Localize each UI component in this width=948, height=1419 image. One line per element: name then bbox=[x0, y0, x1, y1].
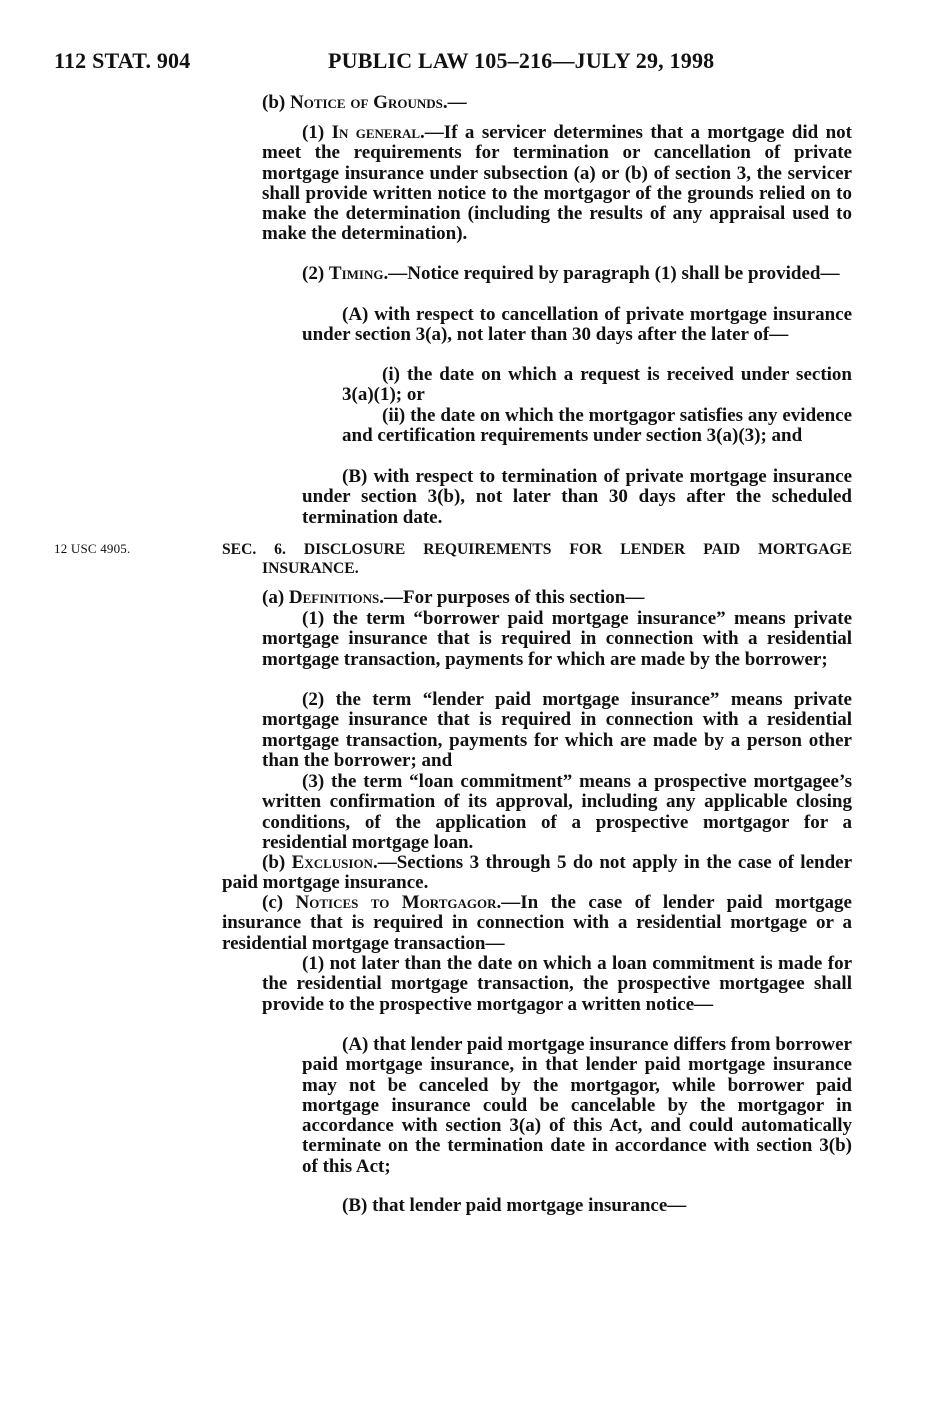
para-label: (2) bbox=[302, 689, 325, 710]
para-text: the date on which the mortgagor satisfies any evidence and certification requirements under section 3(a)(3); and bbox=[342, 405, 852, 447]
paragraph-b2Aii bbox=[342, 406, 852, 447]
para-label: (2) bbox=[302, 263, 325, 284]
para-label: (3) bbox=[302, 771, 325, 792]
paragraph-a3 bbox=[262, 772, 852, 853]
para-label: (B) bbox=[342, 466, 368, 487]
para-text: the term “borrower paid mortgage insurance” means private mortgage insurance that is required in connection with a residential mortgage transaction, payments for which are made by the borrower; bbox=[262, 608, 852, 670]
section-6-heading bbox=[222, 540, 852, 578]
para-text: that lender paid mortgage insurance differs from borrower paid mortgage insurance, in that lender paid mortgage insurance may not be canceled by the mortgagor, while borrower paid mortgage insurance could be cancelable by the mortgagor in accordance with section 3(a) of this Act, and could automatically terminate on the termination date in accordance with section 3(b) of this Act; bbox=[302, 1034, 852, 1177]
para-text: Notice required by paragraph (1) shall be provided— bbox=[407, 263, 840, 284]
para-text: If a servicer determines that a mortgage did not meet the requirements for termination or cancellation of private mortgage insurance under subsection (a) or (b) of section 3, the servicer shall provide written notice to the mortgagor of the grounds relied on to make the determination (including the results of any appraisal used to make the determination). bbox=[262, 122, 852, 245]
paragraph-c1B bbox=[302, 1196, 852, 1216]
paragraph-c1A bbox=[302, 1035, 852, 1177]
paragraph-b1-in-general bbox=[262, 123, 852, 245]
para-label: (B) bbox=[342, 1195, 368, 1216]
paragraph-a2 bbox=[262, 690, 852, 771]
paragraph-a-definitions bbox=[222, 588, 852, 608]
para-caption: Timing.— bbox=[328, 263, 408, 284]
para-text: For purposes of this section— bbox=[402, 587, 645, 608]
para-text: In the case of lender paid mortgage insurance that is required in connection with a residential mortgage or a residential mortgage transaction— bbox=[222, 892, 852, 954]
paragraph-b2B bbox=[302, 467, 852, 528]
margin-citation: 12 USC 4905. bbox=[54, 541, 131, 556]
para-label: (A) bbox=[342, 1034, 369, 1055]
para-text: not later than the date on which a loan commitment is made for the residential mortgage transaction, the prospective mortgagee shall provide to the prospective mortgagor a written notice— bbox=[262, 953, 853, 1015]
paragraph-a1 bbox=[262, 609, 852, 670]
paragraph-c1 bbox=[262, 954, 852, 1015]
para-caption: In general.— bbox=[331, 122, 444, 143]
paragraph-b-exclusion bbox=[222, 853, 852, 894]
para-label: (1) bbox=[302, 953, 325, 974]
para-label: (ii) bbox=[382, 405, 406, 426]
para-label: (b) bbox=[262, 92, 286, 113]
paragraph-b-notice-of-grounds bbox=[262, 93, 852, 113]
para-label: (a) bbox=[262, 587, 285, 608]
para-label: (i) bbox=[382, 364, 400, 385]
para-text: the term “loan commitment” means a prospective mortgagee’s written confirmation of its approval, including any applicable closing conditions, of the application of a prospective mortgagor for a residential mortgage loan. bbox=[262, 771, 852, 853]
para-caption: Definitions.— bbox=[288, 587, 403, 608]
para-label: (1) bbox=[302, 122, 325, 143]
para-text: that lender paid mortgage insurance— bbox=[372, 1195, 687, 1216]
paragraph-b2-timing bbox=[262, 264, 852, 284]
para-label: (b) bbox=[262, 852, 286, 873]
para-label: (A) bbox=[342, 304, 369, 325]
para-caption: Notices to Mortgagor.— bbox=[295, 892, 521, 913]
para-caption: Notice of Grounds.— bbox=[289, 92, 467, 113]
para-label: (1) bbox=[302, 608, 325, 629]
para-text: the date on which a request is received under section 3(a)(1); or bbox=[342, 364, 852, 406]
section-label: SEC. 6. bbox=[222, 541, 286, 558]
para-text: the term “lender paid mortgage insurance” means private mortgage insurance that is required in connection with a residential mortgage transaction, payments for which are made by a person other than the borrower; and bbox=[262, 689, 852, 771]
paragraph-b2Ai bbox=[342, 365, 852, 406]
para-text: with respect to termination of private mortgage insurance under section 3(b), not later than 30 days after the scheduled termination date. bbox=[302, 466, 853, 528]
para-text: with respect to cancellation of private mortgage insurance under section 3(a), not later than 30 days after the later of— bbox=[302, 304, 853, 346]
para-text: Sections 3 through 5 do not apply in the case of lender paid mortgage insurance. bbox=[222, 852, 853, 894]
running-header-right: PUBLIC LAW 105–216—JULY 29, 1998 bbox=[328, 48, 715, 73]
section-title: DISCLOSURE REQUIREMENTS FOR LENDER PAID MORTGAGE INSURANCE. bbox=[262, 541, 853, 577]
running-header-left: 112 STAT. 904 bbox=[54, 48, 191, 73]
paragraph-c-notices bbox=[222, 893, 852, 954]
para-label: (c) bbox=[262, 892, 284, 913]
para-caption: Exclusion.— bbox=[291, 852, 397, 873]
paragraph-b2A bbox=[302, 305, 852, 346]
